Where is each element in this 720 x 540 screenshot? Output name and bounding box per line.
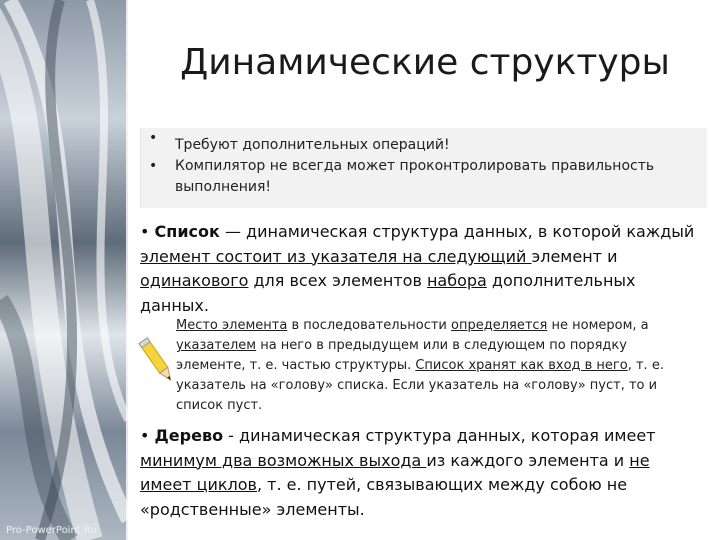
text-run: не номером, а: [547, 318, 649, 333]
term-tree: Дерево: [154, 426, 224, 445]
bullet: •: [140, 426, 150, 445]
note-text: Компилятор не всегда может проконтролировать правильность: [175, 158, 655, 174]
underlined-run: одинакового: [140, 271, 249, 290]
text-run: из каждого элемента и: [426, 450, 630, 470]
bullet: •: [149, 130, 158, 146]
text-run: , т. е. путей, связывающих между собою не «родственные» элементы.: [140, 475, 628, 519]
underlined-run: Список хранят как вход в него: [415, 358, 628, 373]
underlined-run: не имеет циклов: [140, 450, 650, 494]
text-run: для всех элементов: [248, 271, 427, 290]
underlined-run: набора: [426, 271, 487, 290]
text-run: на него в предыдущем или в следующем по порядку элементе, т. е. частью структуры.: [176, 338, 627, 373]
text-run: - динамическая структура данных, которая имеет: [223, 426, 656, 445]
bullet: •: [149, 158, 158, 174]
text-run: дополнительных данных.: [140, 271, 636, 315]
pencil-icon: [138, 334, 178, 390]
note-text-continuation: выполнения!: [175, 179, 272, 195]
text-run: , т. е. указатель на «голову» списка. Если указатель на «голову» пуст, то и список пуст.: [176, 358, 664, 413]
text-run: в последовательности: [287, 318, 452, 333]
note-item: [141, 128, 707, 156]
decorative-side-panel: [0, 0, 128, 540]
list-details-paragraph: [176, 316, 700, 416]
tree-definition-paragraph: [140, 424, 700, 522]
note-box: [140, 128, 707, 208]
underlined-run: минимум два возможных выхода: [140, 450, 427, 470]
footer-watermark: Pro-PowerPoint.Ru: [6, 525, 97, 536]
note-item: [141, 156, 707, 198]
text-run: — динамическая структура данных, в которой каждый: [219, 222, 695, 241]
underlined-run: Место элемента: [176, 318, 288, 333]
text-run: элемент и: [531, 246, 618, 266]
underlined-run: элемент состоит из указателя на следующий: [140, 246, 532, 266]
term-list: Список: [154, 222, 220, 241]
list-definition-paragraph: [140, 220, 700, 318]
swirl-decoration: [0, 0, 128, 540]
slide-title: Динамические структуры: [180, 42, 670, 83]
underlined-run: указателем: [176, 338, 257, 353]
underlined-run: определяется: [451, 318, 548, 333]
note-text: Требуют дополнительных операций!: [175, 137, 450, 153]
bullet: •: [140, 222, 150, 241]
